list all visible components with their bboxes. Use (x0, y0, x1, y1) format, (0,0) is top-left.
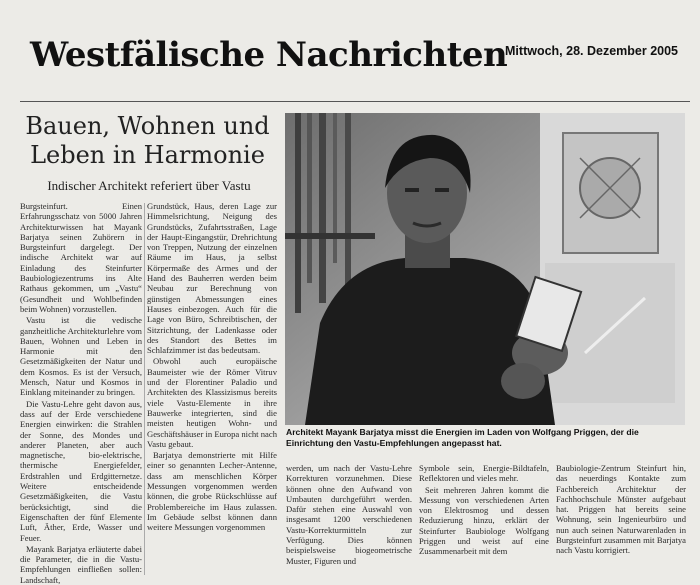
photo-caption: Architekt Mayank Barjatya misst die Energien im Laden von Wolfgang Priggen, der die Einrichtung den Vastu-Empfehlungen angepasst hat. (286, 427, 639, 448)
paragraph: Obwohl auch europäische Baumeister wie der Römer Vitruv und der Florentiner Paladio und Architekten des Klassizismus bereits viele Vastu-Elemente in ihre Bauwerke integrierten, sind die meisten heutigen Wohn- und Geschäftshäuser in Europa nicht nach Vastu gebaut. (147, 356, 277, 449)
article-column-4 (419, 463, 549, 579)
article-subheadline: Indischer Architekt referiert über Vastu (47, 178, 251, 193)
issue-date: Mittwoch, 28. Dezember 2005 (505, 44, 678, 58)
architect-portrait-image (285, 113, 685, 425)
article-photo (285, 113, 685, 425)
paragraph: Vastu ist die vedische ganzheitliche Architekturlehre vom Bauen, Wohnen und Leben in Harmonie mit den Gesetzmäßigkeiten der Natur und dem Kosmos. Es ist der Versuch, Mensch, Natur und Kosmos in Einklang miteinander zu bringen. (20, 315, 142, 398)
paragraph: Grundstück, Haus, deren Lage zur Himmelsrichtung, Neigung des Grundstücks, Zufahrtsstraßen, Lage der Haupt-Eingangstür, Drehrichtung von Treppen, Nutzung der einzelnen Räume im Haus, ja selbst Körpermaße des Armes und der Hand des Bauherren werden beim Neubau zur Berechnung von günstigen Abmessungen eines Hauses einbezogen. Auch für die Lage von Büro, Schreibtischen, der Sitzrichtung, der Ladenkasse oder des Standort des Bettes im Schlafzimmer ist das bedeutsam. (147, 201, 277, 356)
paragraph: Burgsteinfurt. Einen Erfahrungsschatz von 5000 Jahren Architekturwissen hat Mayank Barjatya seinen Zuhörern in Burgsteinfurt dargelegt. Der indische Architekt war auf Einladung des Steinfurter Baubiologiezentrums ins Alte Rathaus gekommen, um „Vastu“ (Gesundheit und Wohlbefinden beim Wohnen) vorzustellen. (20, 201, 142, 314)
article-column-1 (20, 201, 142, 585)
article-column-2 (147, 201, 277, 579)
paragraph: Barjatya demonstrierte mit Hilfe einer so genannten Lecher-Antenne, dass am menschlichen Körper Messungen vorgenommen werden können, die grobe Rückschlüsse auf Problembereiche im Haus zulassen. Im Gebäude selbst können dann weitere Messungen vorgenommen (147, 450, 277, 533)
article-column-3 (286, 463, 412, 579)
article-column-5 (556, 463, 686, 579)
newspaper-masthead: Westfälische Nachrichten (30, 35, 508, 75)
column-divider (144, 203, 145, 575)
paragraph: Mayank Barjatya erläuterte dabei die Parameter, die in die Vastu-Empfehlungen einfließen sollen: Landschaft, (20, 543, 142, 585)
paragraph: Seit mehreren Jahren kommt die Messung von verschiedenen Arten von Elektrosmog und dessen Reduzierung hinzu, erklärt der Steinfurter Baubiologe Wolfgang Priggen und weist auf eine Zusammenarbeit mit dem (419, 484, 549, 557)
paragraph: Die Vastu-Lehre geht davon aus, dass auf der Erde verschiedene Energien einwirken: die Strahlen der Sonne, des Mondes und anderer Planeten, aber auch magnetische, bio-elektrische, thermische Energiefelder, Erdstrahlen und Erdgitternetze. Weitere entscheidende Gesetzmäßigkeiten, die Vastu berücksichtigt, sind die Eigenschaften der fünf Elemente Luft, Äther, Erde, Wasser und Feuer. (20, 398, 142, 543)
article-headline: Bauen, Wohnen und Leben in Harmonie (25, 112, 270, 169)
masthead-rule (20, 101, 690, 102)
paragraph: werden, um nach der Vastu-Lehre Korrekturen vorzunehmen. Diese können ohne den Aufwand von Umbauten durchgeführt werden. Dafür stehen eine Auswahl von insgesamt 1200 verschiedenen Vastu-Korrekturmitteln zur Verfügung. Dies können beispielsweise biogeometrische Muster, Figuren und (286, 463, 412, 566)
paragraph: Symbole sein, Energie-Bildtafeln, Reflektoren und vieles mehr. (419, 463, 549, 484)
paragraph: Baubiologie-Zentrum Steinfurt hin, das neuerdings Kontakte zum Fachbereich Architektur der Fachhochschule Münster aufgebaut hat. Priggen hat bereits seine Wohnung, sein Ingenieurbüro und nun auch seinen Naturwarenladen in Burgsteinfurt zusammen mit Barjatya nach Vastu korrigiert. (556, 463, 686, 556)
